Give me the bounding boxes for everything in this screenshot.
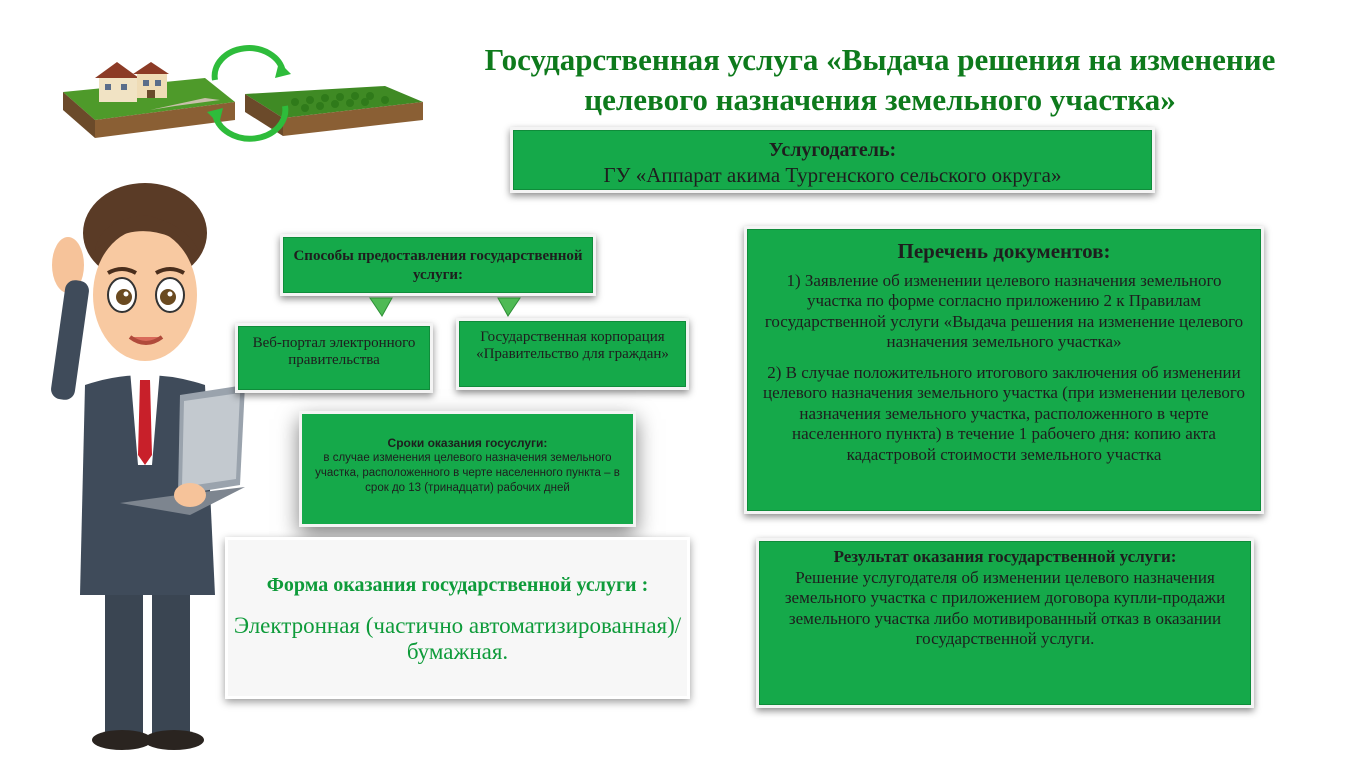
methods-box: Способы предоставления государственной услуги: [280, 234, 596, 296]
form-value: Электронная (частично автоматизированная)/бумажная. [233, 613, 682, 664]
form-box [225, 537, 690, 699]
gov-corp-box: Государственная корпорация «Правительство для граждан» [456, 318, 689, 390]
arrow-down-right-icon [496, 296, 522, 318]
provider-box [510, 127, 1155, 193]
result-text: Решение услугодателя об изменении целевого назначения земельного участка с приложением договора купли-продажи земельного участка либо мотивированный отказ в оказании государственной услуги. [784, 567, 1226, 648]
result-box [756, 538, 1254, 708]
provider-label: Услугодатель: [768, 139, 897, 161]
form-title: Форма оказания государственной услуги : [266, 574, 649, 596]
documents-title: Перечень документов: [897, 239, 1111, 263]
page-title: Государственная услуга «Выдача решения на изменение целевого назначения земельного участка» [484, 42, 1276, 117]
documents-item-2: 2) В случае положительного итогового заключения об изменении целевого назначения земельного участка (при изменении целевого назначения земельного участка, расположенного в черте населенного пункта) в течение 1 рабочего дня: копию акта кадастровой стоимости земельного участка [763, 362, 1245, 464]
result-title: Результат оказания государственной услуги: [833, 547, 1177, 566]
land-exchange-illustration [55, 40, 430, 150]
documents-item-1: 1) Заявление об изменении целевого назначения земельного участка по форме согласно приложению 2 к Правилам государственной услуги «Выдача решения на изменение целевого назначения земельного участка» [764, 270, 1244, 351]
businessman-with-laptop-illustration [40, 165, 255, 755]
documents-box [744, 226, 1264, 514]
terms-box [299, 411, 636, 527]
terms-title: Сроки оказания госуслуги: [387, 436, 548, 450]
terms-text: в случае изменения целевого назначения земельного участка, расположенного в черте населенного пункта – в срок до 13 (тринадцати) рабочих дней [315, 452, 620, 494]
provider-name: ГУ «Аппарат акима Тургенского сельского округа» [603, 163, 1062, 187]
web-portal-box: Веб-портал электронного правительства [235, 323, 433, 393]
arrow-down-left-icon [368, 296, 394, 318]
